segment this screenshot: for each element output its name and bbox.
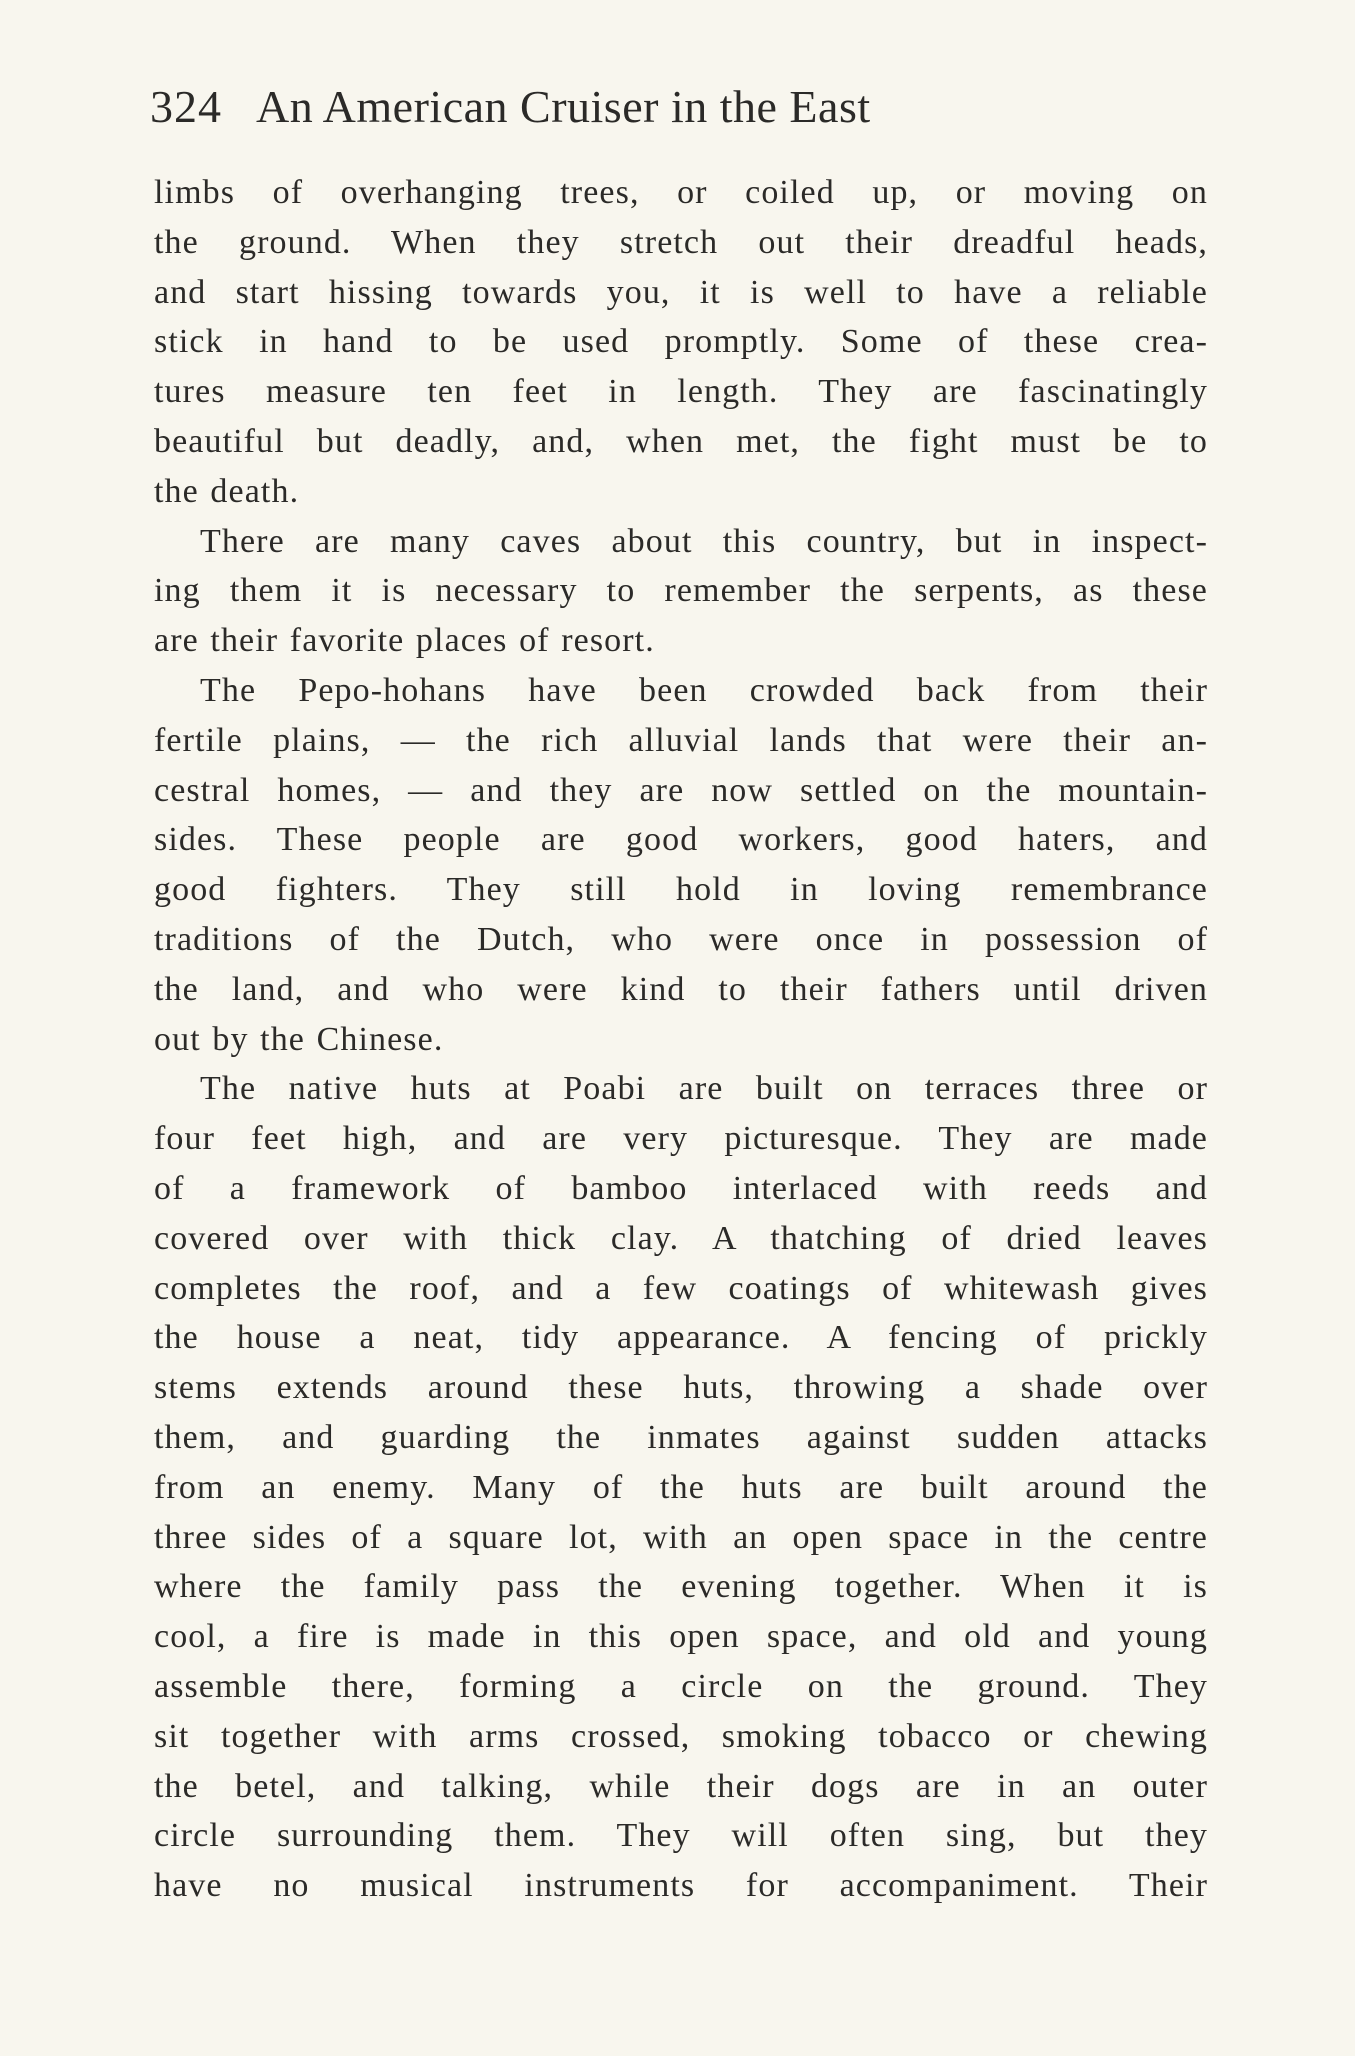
text-line: fertile plains, — the rich alluvial lands that were their an-: [154, 721, 1208, 759]
paragraph-first-line: The Pepo-hohans have been crowded back from their: [200, 671, 1208, 709]
text-line: four feet high, and are very picturesque. They are made: [154, 1120, 1208, 1158]
text-line: stick in hand to be used promptly. Some of these crea-: [154, 323, 1208, 361]
text-line: and start hissing towards you, it is well to have a reliable: [154, 273, 1208, 311]
text-line: stems extends around these huts, throwing a shade over: [154, 1369, 1208, 1407]
text-line: the house a neat, tidy appearance. A fencing of prickly: [154, 1319, 1208, 1357]
text-line: from an enemy. Many of the huts are built around the: [154, 1468, 1208, 1506]
text-line: traditions of the Dutch, who were once in possession of: [154, 920, 1208, 958]
text-line: three sides of a square lot, with an open space in the centre: [154, 1518, 1208, 1556]
paragraph-first-line: The native huts at Poabi are built on terraces three or: [200, 1070, 1208, 1108]
text-line: assemble there, forming a circle on the ground. They: [154, 1667, 1208, 1705]
page-number: 324: [150, 81, 222, 132]
text-line: circle surrounding them. They will often sing, but they: [154, 1817, 1208, 1855]
text-line: them, and guarding the inmates against sudden attacks: [154, 1418, 1208, 1456]
text-line: ing them it is necessary to remember the serpents, as these: [154, 572, 1208, 610]
text-line: sides. These people are good workers, good haters, and: [154, 821, 1208, 859]
text-line: covered over with thick clay. A thatching of dried leaves: [154, 1219, 1208, 1257]
text-line: the death.: [154, 472, 300, 510]
text-line: cestral homes, — and they are now settled on the mountain-: [154, 771, 1208, 809]
text-line: limbs of overhanging trees, or coiled up, or moving on: [154, 174, 1208, 211]
text-line: beautiful but deadly, and, when met, the fight must be to: [154, 422, 1208, 460]
text-line: are their favorite places of resort.: [154, 622, 655, 660]
text-line: the betel, and talking, while their dogs are in an outer: [154, 1767, 1208, 1805]
body-text: [154, 168, 1208, 1911]
text-line: completes the roof, and a few coatings of whitewash gives: [154, 1269, 1208, 1307]
text-line: have no musical instruments for accompaniment. Their: [154, 1867, 1208, 1905]
text-line: where the family pass the evening together. When it is: [154, 1568, 1208, 1606]
running-title: An American Cruiser in the East: [256, 81, 871, 132]
text-line: of a framework of bamboo interlaced with reeds and: [154, 1169, 1208, 1207]
text-line: the land, and who were kind to their fathers until driven: [154, 970, 1208, 1008]
text-line: the ground. When they stretch out their dreadful heads,: [154, 223, 1208, 261]
text-line: sit together with arms crossed, smoking tobacco or chewing: [154, 1717, 1208, 1755]
text-line: good fighters. They still hold in loving remembrance: [154, 871, 1208, 909]
text-line: tures measure ten feet in length. They are fascinatingly: [154, 373, 1208, 411]
running-head: [150, 72, 1210, 142]
text-line: cool, a fire is made in this open space, and old and young: [154, 1618, 1208, 1656]
text-line: out by the Chinese.: [154, 1020, 444, 1058]
paragraph-first-line: There are many caves about this country, but in inspect-: [200, 522, 1208, 560]
